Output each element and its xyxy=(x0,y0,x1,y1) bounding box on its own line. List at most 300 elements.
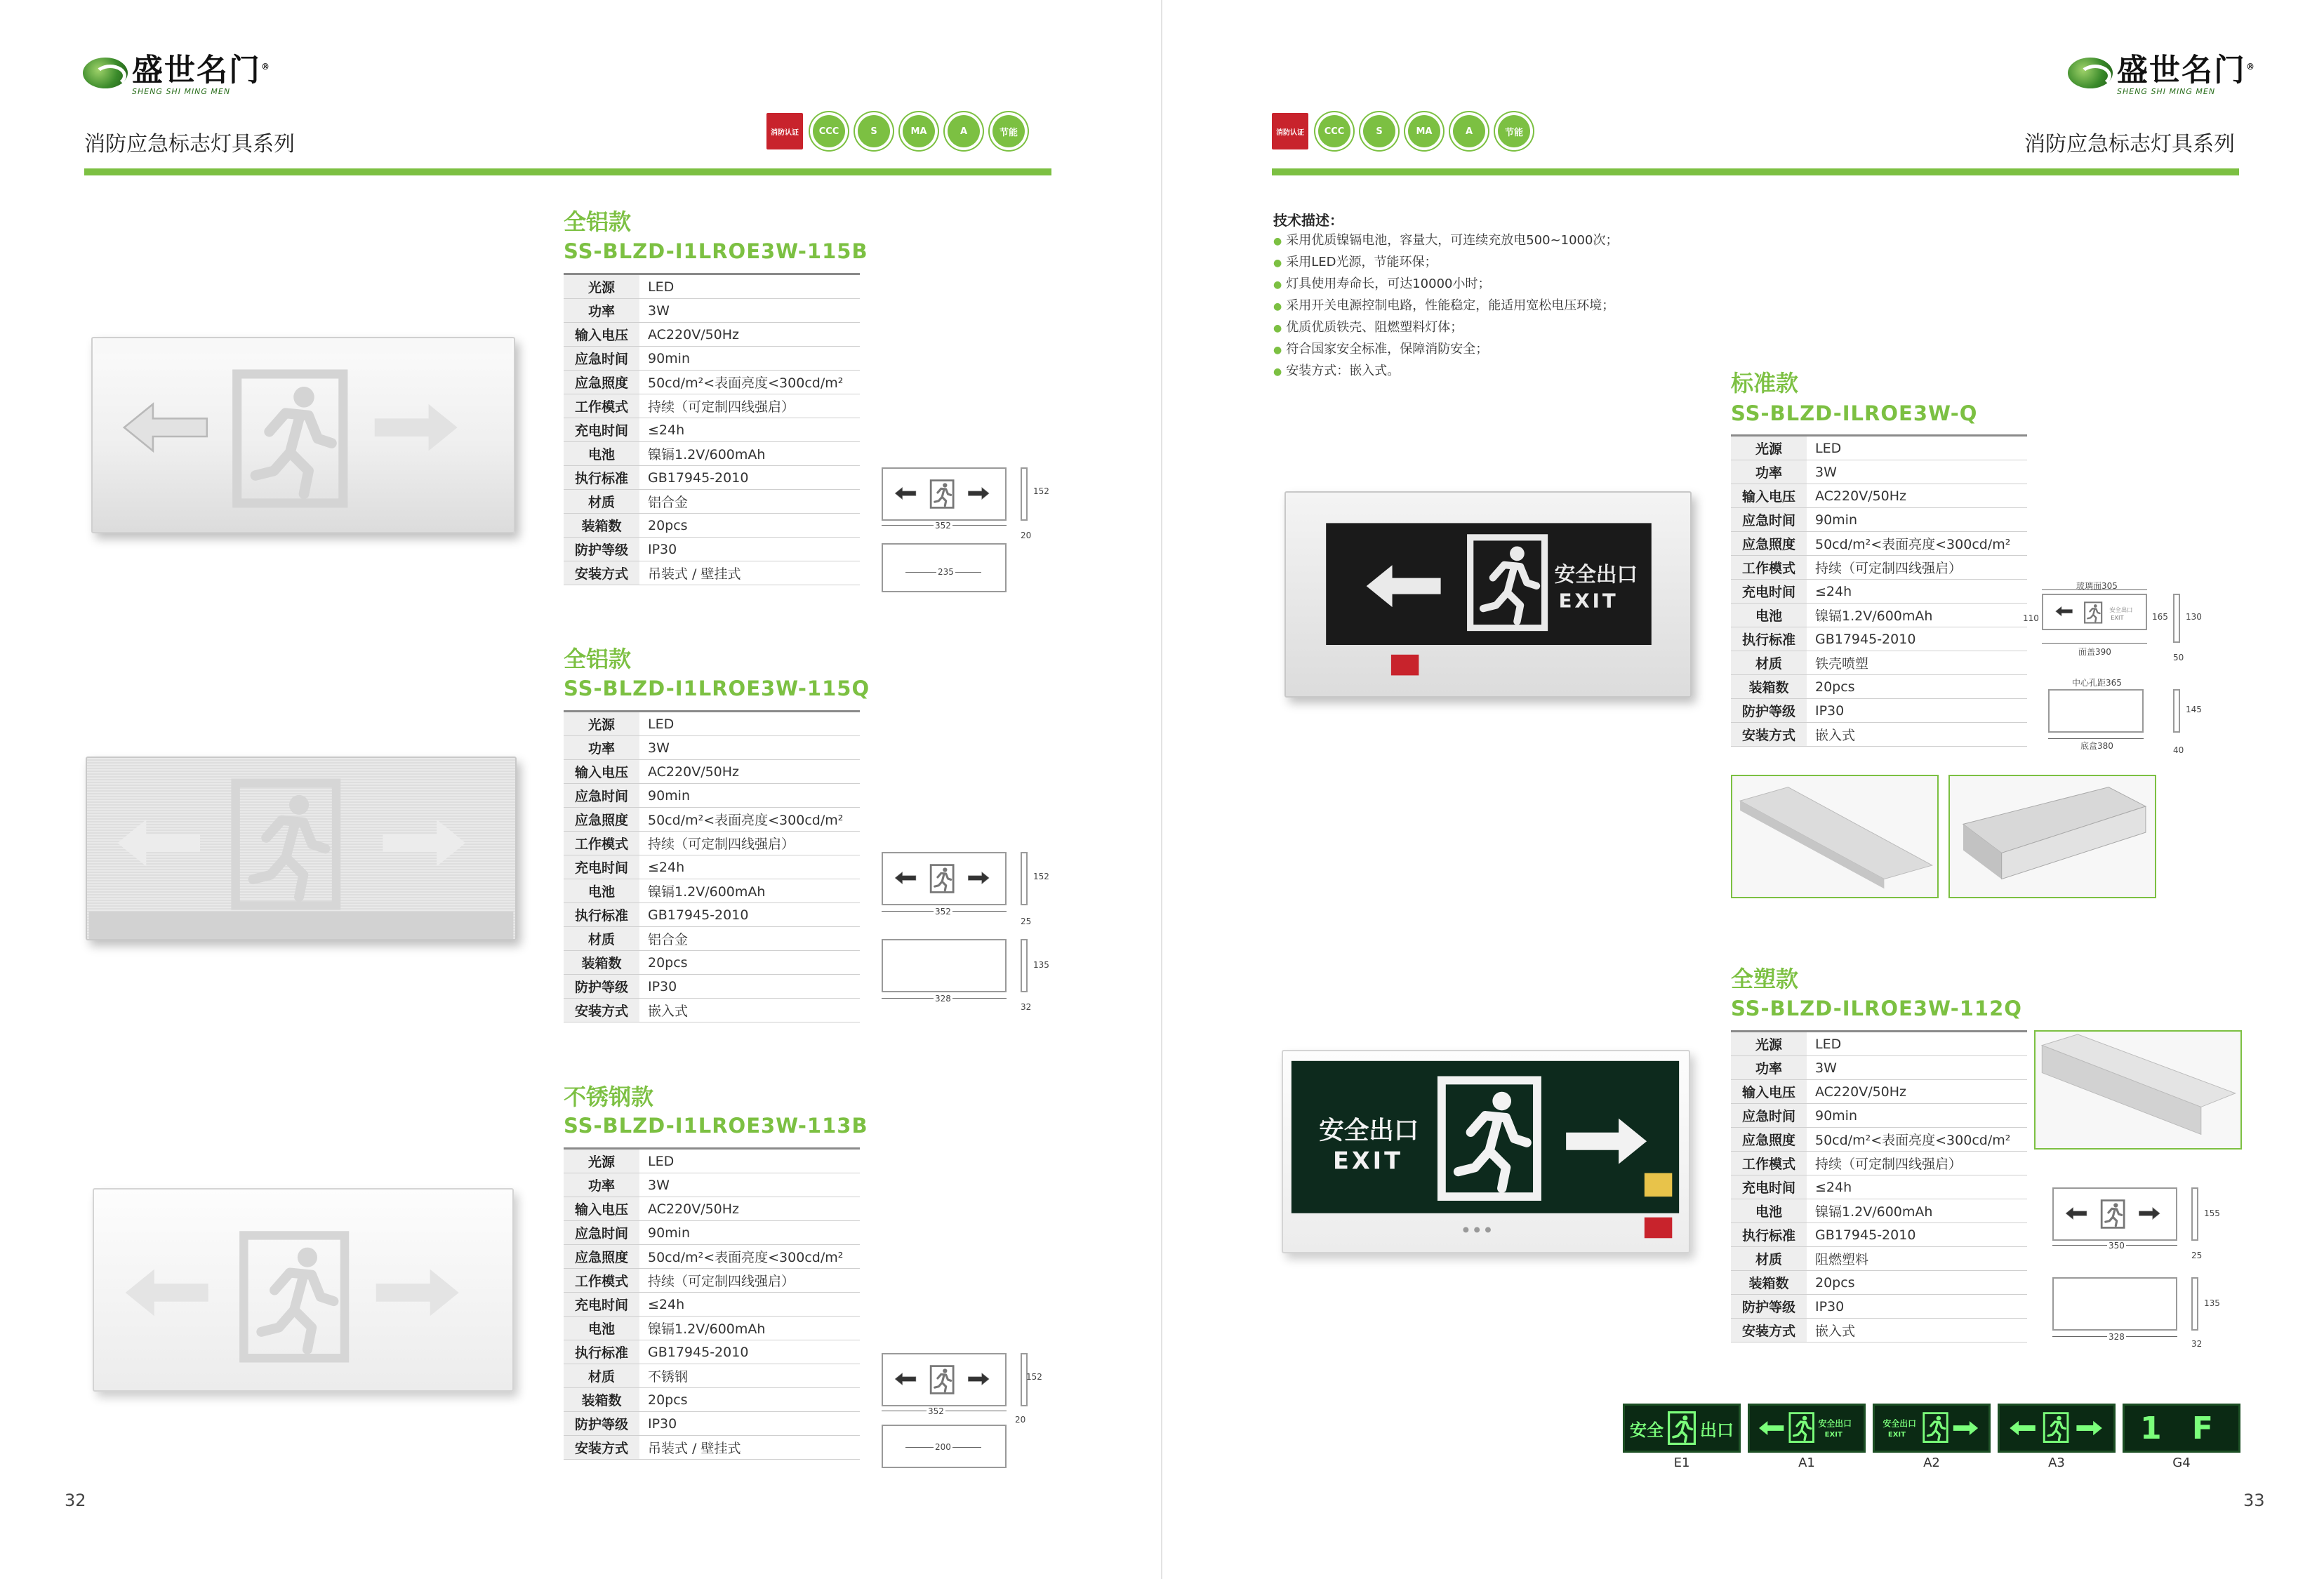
spec-value: LED xyxy=(1807,436,2027,460)
spec-row xyxy=(564,1149,860,1173)
fire-cert-icon: 消防认证 xyxy=(1272,113,1308,149)
spec-row xyxy=(564,466,860,490)
spec-row xyxy=(1731,699,2027,723)
brand-name-en: SHENG SHI MING MEN xyxy=(132,86,231,96)
spec-value: AC220V/50Hz xyxy=(639,323,860,347)
spec-row xyxy=(1731,627,2027,651)
spec-row xyxy=(564,442,860,466)
logo-swirl-icon xyxy=(2068,52,2117,94)
spec-key: 材质 xyxy=(564,1364,639,1388)
spec-row xyxy=(564,832,860,855)
spec-value: ≤24h xyxy=(1807,580,2027,604)
spec-value: 镍镉1.2V/600mAh xyxy=(1807,1199,2027,1223)
spec-key: 充电时间 xyxy=(1731,1175,1807,1199)
spec-key: 应急时间 xyxy=(564,784,639,808)
a-cert-icon: A xyxy=(1450,112,1488,150)
spec-value: 20pcs xyxy=(1807,675,2027,699)
spec-key: 功率 xyxy=(1731,1056,1807,1080)
exit-sign-graphic xyxy=(93,338,514,532)
spec-key: 充电时间 xyxy=(564,418,639,442)
spec-value: 吊装式 / 壁挂式 xyxy=(639,561,860,585)
spec-value: 阻燃塑料 xyxy=(1807,1247,2027,1271)
ccc-cert-icon: CCC xyxy=(1315,112,1353,150)
panel-text-en: EXIT xyxy=(1824,1430,1842,1439)
spec-value: 吊装式 / 壁挂式 xyxy=(639,1436,860,1460)
spec-key: 电池 xyxy=(1731,1199,1807,1223)
spec-table xyxy=(564,710,860,1022)
spec-key: 应急照度 xyxy=(564,808,639,832)
spec-row xyxy=(1731,1128,2027,1152)
spec-row xyxy=(1731,508,2027,532)
dimension-drawing-box xyxy=(882,939,1007,992)
spec-key: 应急时间 xyxy=(1731,1104,1807,1128)
spec-row xyxy=(564,514,860,538)
runner-icon xyxy=(1668,1411,1696,1445)
spec-value: 90min xyxy=(639,347,860,371)
tech-list xyxy=(1273,230,1618,382)
ccc-cert-icon: CCC xyxy=(810,112,848,150)
sign-photo-q xyxy=(1284,491,1692,698)
energy-cert-icon: 节能 xyxy=(990,112,1028,150)
spec-key: 防护等级 xyxy=(1731,1295,1807,1319)
certification-badges xyxy=(1272,112,1533,150)
spec-row xyxy=(564,1221,860,1245)
dimension-drawing-front xyxy=(882,852,1007,905)
registered-mark: ® xyxy=(2246,62,2256,72)
spec-value: 嵌入式 xyxy=(1807,723,2027,747)
spec-key: 防护等级 xyxy=(564,538,639,561)
dim-base: 底盒380 xyxy=(2080,741,2113,751)
spec-key: 功率 xyxy=(1731,460,1807,484)
spec-value: 持续（可定制四线强启） xyxy=(639,1269,860,1293)
sign-text-en: EXIT xyxy=(1333,1147,1403,1175)
spec-key: 安装方式 xyxy=(1731,1319,1807,1343)
dimension-drawing-side xyxy=(2173,594,2180,643)
spec-key: 应急照度 xyxy=(1731,1128,1807,1152)
dim-depth: 25 xyxy=(1021,917,1032,926)
spec-key: 应急时间 xyxy=(1731,508,1807,532)
spec-value: 20pcs xyxy=(639,514,860,538)
s-cert-icon: S xyxy=(1360,112,1398,150)
dimension-drawing-box-side xyxy=(2173,689,2180,733)
dim-h4: 145 xyxy=(2186,705,2202,714)
spec-row xyxy=(564,1388,860,1412)
spec-value: 铝合金 xyxy=(639,490,860,514)
spec-row xyxy=(1731,675,2027,699)
spec-value: 铁壳喷塑 xyxy=(1807,651,2027,675)
spec-key: 装箱数 xyxy=(1731,1271,1807,1295)
spec-value: 镍镉1.2V/600mAh xyxy=(639,442,860,466)
product-model: SS-BLZD-ILROE3W-112Q xyxy=(1731,997,2022,1020)
product-title: 全塑款 xyxy=(1731,966,1799,992)
spec-key: 执行标准 xyxy=(1731,627,1807,651)
spec-value: 20pcs xyxy=(1807,1271,2027,1295)
spec-row xyxy=(1731,1104,2027,1128)
spec-row xyxy=(1731,532,2027,556)
registered-mark: ® xyxy=(261,62,271,72)
spec-row xyxy=(1731,1152,2027,1175)
drawing-sign-outline xyxy=(2043,595,2146,629)
spec-row xyxy=(564,784,860,808)
spec-key: 执行标准 xyxy=(564,1340,639,1364)
spec-row xyxy=(1731,1080,2027,1104)
spec-row xyxy=(564,323,860,347)
spec-key: 执行标准 xyxy=(564,903,639,927)
spec-row xyxy=(564,1245,860,1269)
spec-row xyxy=(564,561,860,585)
brand-logo xyxy=(2068,51,2256,96)
dim-box-width: 328 xyxy=(935,994,951,1004)
spec-value: 90min xyxy=(639,1221,860,1245)
dim-depth: 20 xyxy=(1015,1415,1026,1425)
right-exit-panel-icon xyxy=(1875,1406,1988,1451)
series-title: 消防应急标志灯具系列 xyxy=(84,132,295,156)
spec-key: 装箱数 xyxy=(564,1388,639,1412)
spec-value: AC220V/50Hz xyxy=(1807,484,2027,508)
spec-value: 3W xyxy=(1807,1056,2027,1080)
dim-mount: 235 xyxy=(938,567,954,577)
dim-depth: 25 xyxy=(2191,1251,2203,1260)
spec-value: ≤24h xyxy=(639,1293,860,1317)
ma-cert-icon: MA xyxy=(900,112,938,150)
sign-text-cn: 安全出口 xyxy=(1554,562,1638,587)
spec-value: IP30 xyxy=(639,538,860,561)
panel-a1 xyxy=(1748,1404,1866,1453)
dimension-drawing-side xyxy=(1021,467,1028,521)
spec-key: 材质 xyxy=(1731,1247,1807,1271)
spec-row xyxy=(564,490,860,514)
spec-value: 90min xyxy=(639,784,860,808)
spec-key: 执行标准 xyxy=(564,466,639,490)
spec-row xyxy=(564,1340,860,1364)
spec-value: 90min xyxy=(1807,508,2027,532)
spec-key: 防护等级 xyxy=(1731,699,1807,723)
brand-name-en: SHENG SHI MING MEN xyxy=(2117,86,2216,96)
spec-value: 持续（可定制四线强启） xyxy=(639,394,860,418)
spec-row xyxy=(564,951,860,975)
spec-row xyxy=(564,879,860,903)
spec-row xyxy=(564,927,860,951)
drawing-sign-outline xyxy=(883,853,1005,904)
dim-depth: 20 xyxy=(1021,531,1032,540)
dim-width: 352 xyxy=(928,1406,944,1416)
tech-point: ● 优质优质铁壳、阻燃塑料灯体； xyxy=(1273,317,1618,339)
spec-row xyxy=(564,1173,860,1197)
product-model: SS-BLZD-I1LROE3W-115B xyxy=(564,239,868,263)
dimension-drawing-front xyxy=(882,1353,1007,1406)
spec-key: 输入电压 xyxy=(1731,484,1807,508)
spec-key: 安装方式 xyxy=(1731,723,1807,747)
dimension-drawing-front xyxy=(2042,594,2147,630)
spec-row xyxy=(564,299,860,323)
spec-row xyxy=(564,347,860,371)
spec-key: 光源 xyxy=(564,1149,639,1173)
dim-width: 352 xyxy=(935,521,951,531)
spec-key: 材质 xyxy=(1731,651,1807,675)
spec-key: 光源 xyxy=(564,712,639,736)
spec-row xyxy=(564,712,860,736)
panel-g4: 1 F xyxy=(2123,1404,2240,1453)
spec-row xyxy=(1731,723,2027,747)
spec-value: LED xyxy=(639,1149,860,1173)
spec-value: 持续（可定制四线强启） xyxy=(1807,1152,2027,1175)
spec-row xyxy=(564,903,860,927)
spec-value: 嵌入式 xyxy=(1807,1319,2027,1343)
spec-key: 安装方式 xyxy=(564,1436,639,1460)
spec-table xyxy=(1731,1030,2027,1343)
spec-value: 3W xyxy=(639,736,860,760)
spec-value: LED xyxy=(639,274,860,299)
right-page xyxy=(1162,0,2323,1579)
spec-row xyxy=(1731,484,2027,508)
dimension-drawing-box xyxy=(2052,1277,2177,1331)
spec-value: 持续（可定制四线强启） xyxy=(1807,556,2027,580)
double-arrow-exit-icon xyxy=(2000,1406,2113,1451)
spec-key: 执行标准 xyxy=(1731,1223,1807,1247)
spec-key: 安装方式 xyxy=(564,561,639,585)
spec-key: 电池 xyxy=(564,442,639,466)
exit-sign-graphic xyxy=(1283,1051,1689,1252)
dim-box-width: 328 xyxy=(2109,1332,2125,1342)
dim-d1: 50 xyxy=(2173,653,2184,662)
spec-key: 工作模式 xyxy=(1731,1152,1807,1175)
spec-key: 充电时间 xyxy=(564,855,639,879)
spec-row xyxy=(564,371,860,394)
dim-h3: 130 xyxy=(2186,612,2202,622)
sign-text-en: EXIT xyxy=(1558,589,1619,613)
sign-photo-115b xyxy=(91,337,515,533)
spec-row xyxy=(564,1197,860,1221)
spec-key: 材质 xyxy=(564,490,639,514)
sign-photo-112q xyxy=(1282,1050,1690,1253)
dim-glass: 玻璃面305 xyxy=(2076,581,2118,591)
dim-h1: 110 xyxy=(2023,613,2039,623)
spec-row xyxy=(1731,1319,2027,1343)
dimension-drawing-box-side xyxy=(1021,939,1028,992)
sign-photo-115q xyxy=(86,757,517,940)
spec-key: 光源 xyxy=(564,274,639,299)
product-model: SS-BLZD-I1LROE3W-113B xyxy=(564,1114,868,1138)
exit-sign-graphic xyxy=(94,1190,512,1390)
spec-key: 功率 xyxy=(564,299,639,323)
spec-value: IP30 xyxy=(639,975,860,999)
spec-key: 充电时间 xyxy=(564,1293,639,1317)
panel-text-cn: 安全出口 xyxy=(1818,1418,1852,1429)
spec-row xyxy=(564,1293,860,1317)
svg-text:EXIT: EXIT xyxy=(2111,614,2124,622)
spec-value: AC220V/50Hz xyxy=(639,1197,860,1221)
spec-row xyxy=(564,1412,860,1436)
spec-value: GB17945-2010 xyxy=(639,1340,860,1364)
dim-box-depth: 32 xyxy=(1021,1002,1032,1012)
spec-value: 90min xyxy=(1807,1104,2027,1128)
page-number: 32 xyxy=(65,1491,86,1510)
spec-row xyxy=(1731,651,2027,675)
spec-key: 应急时间 xyxy=(564,1221,639,1245)
panel-label: G4 xyxy=(2172,1455,2191,1470)
spec-row xyxy=(1731,604,2027,627)
left-page xyxy=(0,0,1161,1579)
drawing-sign-outline xyxy=(883,469,1005,519)
panel-label: E1 xyxy=(1673,1455,1690,1470)
dim-height: 152 xyxy=(1033,486,1049,496)
dim-hole: 中心孔距365 xyxy=(2072,678,2122,688)
spec-row xyxy=(1731,460,2027,484)
spec-table xyxy=(1731,434,2027,747)
product-title: 全铝款 xyxy=(564,646,632,672)
spec-row xyxy=(1731,1295,2027,1319)
dimension-drawing-front xyxy=(2052,1187,2177,1241)
spec-value: 50cd/m²<表面亮度<300cd/m² xyxy=(639,808,860,832)
dimension-drawing-box-side xyxy=(2191,1277,2198,1331)
detail-photo-housing xyxy=(1731,775,1939,898)
spec-row xyxy=(564,975,860,999)
detail-photo-housing xyxy=(2034,1030,2242,1150)
brand-name-cn: 盛世名门 xyxy=(2117,52,2246,88)
dim-height: 155 xyxy=(2204,1208,2220,1218)
product-title: 全铝款 xyxy=(564,208,632,235)
spec-row xyxy=(564,274,860,299)
spec-key: 装箱数 xyxy=(1731,675,1807,699)
tech-point: ● 采用优质镍镉电池，容量大，可连续充放电500~1000次； xyxy=(1273,230,1618,252)
spec-value: LED xyxy=(639,712,860,736)
spec-value: IP30 xyxy=(639,1412,860,1436)
spec-value: GB17945-2010 xyxy=(1807,1223,2027,1247)
box-render xyxy=(1950,776,2155,897)
spec-key: 防护等级 xyxy=(564,1412,639,1436)
tech-point: ● 安装方式：嵌入式。 xyxy=(1273,361,1618,382)
spec-value: ≤24h xyxy=(639,855,860,879)
panel-label: A3 xyxy=(2048,1455,2065,1470)
spec-value: 3W xyxy=(639,299,860,323)
exit-sign-graphic xyxy=(1286,493,1690,696)
detail-photo-box xyxy=(1948,775,2156,898)
header-green-bar xyxy=(1272,168,2239,175)
left-exit-panel-icon xyxy=(1750,1406,1864,1451)
spec-key: 安装方式 xyxy=(564,999,639,1022)
spec-key: 材质 xyxy=(564,927,639,951)
product-model: SS-BLZD-I1LROE3W-115Q xyxy=(564,677,870,700)
spec-row xyxy=(564,538,860,561)
spec-value: 镍镉1.2V/600mAh xyxy=(639,879,860,903)
dim-h2: 165 xyxy=(2152,612,2168,622)
dim-line xyxy=(2042,589,2147,590)
certification-badges xyxy=(766,112,1028,150)
page-number: 33 xyxy=(2243,1491,2265,1510)
spec-key: 防护等级 xyxy=(564,975,639,999)
s-cert-icon: S xyxy=(855,112,893,150)
spec-value: GB17945-2010 xyxy=(639,903,860,927)
dim-height: 152 xyxy=(1033,872,1049,881)
dimension-drawing-front xyxy=(882,467,1007,521)
svg-text:安全出口: 安全出口 xyxy=(2109,606,2133,613)
spec-key: 工作模式 xyxy=(564,394,639,418)
product-title: 标准款 xyxy=(1731,370,1799,397)
spec-key: 装箱数 xyxy=(564,951,639,975)
spec-key: 应急时间 xyxy=(564,347,639,371)
panel-label: A2 xyxy=(1923,1455,1940,1470)
tech-title: 技术描述： xyxy=(1273,212,1343,229)
spec-value: IP30 xyxy=(1807,1295,2027,1319)
spec-row xyxy=(564,999,860,1022)
panel-e1 xyxy=(1623,1404,1741,1453)
spec-value: 50cd/m²<表面亮度<300cd/m² xyxy=(1807,532,2027,556)
spec-value: AC220V/50Hz xyxy=(639,760,860,784)
spec-row xyxy=(564,1436,860,1460)
panel-a3 xyxy=(1998,1404,2116,1453)
housing-render xyxy=(2036,1032,2240,1148)
housing-render xyxy=(1732,776,1937,897)
brand-logo xyxy=(83,51,271,96)
spec-value: AC220V/50Hz xyxy=(1807,1080,2027,1104)
dim-line xyxy=(2048,738,2144,739)
sign-photo-113b xyxy=(93,1188,514,1392)
dimension-drawing-side xyxy=(2191,1187,2198,1241)
spec-value: 20pcs xyxy=(639,951,860,975)
spec-row xyxy=(1731,1199,2027,1223)
spec-row xyxy=(1731,1032,2027,1056)
spec-key: 功率 xyxy=(564,736,639,760)
energy-cert-icon: 节能 xyxy=(1495,112,1533,150)
dim-box-depth: 32 xyxy=(2191,1339,2203,1349)
spec-row xyxy=(1731,1056,2027,1080)
brand-name-cn: 盛世名门 xyxy=(132,52,261,88)
dimension-drawing-side xyxy=(1021,852,1028,905)
panel-label: A1 xyxy=(1798,1455,1815,1470)
ma-cert-icon: MA xyxy=(1405,112,1443,150)
spec-row xyxy=(1731,1175,2027,1199)
spec-key: 功率 xyxy=(564,1173,639,1197)
spec-row xyxy=(564,1364,860,1388)
panel-text-right: 出口 xyxy=(1700,1420,1734,1440)
spec-row xyxy=(564,1269,860,1293)
spec-value: 20pcs xyxy=(639,1388,860,1412)
dim-line xyxy=(2042,643,2147,644)
spec-row xyxy=(564,736,860,760)
tech-point: ● 符合国家安全标准，保障消防安全； xyxy=(1273,339,1618,361)
dimension-drawing-box xyxy=(2048,689,2144,733)
tech-point: ● 采用LED光源，节能环保； xyxy=(1273,252,1618,274)
spec-row xyxy=(1731,1271,2027,1295)
spec-key: 输入电压 xyxy=(564,323,639,347)
spec-key: 电池 xyxy=(564,879,639,903)
spec-key: 输入电压 xyxy=(1731,1080,1807,1104)
spec-key: 工作模式 xyxy=(1731,556,1807,580)
spec-row xyxy=(564,418,860,442)
spec-key: 充电时间 xyxy=(1731,580,1807,604)
spec-key: 装箱数 xyxy=(564,514,639,538)
spec-value: 铝合金 xyxy=(639,927,860,951)
spec-value: 50cd/m²<表面亮度<300cd/m² xyxy=(1807,1128,2027,1152)
panel-text-en: EXIT xyxy=(1887,1430,1906,1439)
a-cert-icon: A xyxy=(945,112,983,150)
tech-point: ● 采用开关电源控制电路，性能稳定，能适用宽松电压环境； xyxy=(1273,295,1618,317)
spec-key: 应急照度 xyxy=(1731,532,1807,556)
dim-box-height: 135 xyxy=(1033,960,1049,970)
spec-value: 3W xyxy=(1807,460,2027,484)
dim-mount: 200 xyxy=(935,1442,951,1452)
spec-table xyxy=(564,1147,860,1460)
spec-key: 电池 xyxy=(1731,604,1807,627)
spec-row xyxy=(1731,1223,2027,1247)
tech-point: ● 灯具使用寿命长，可达10000小时； xyxy=(1273,274,1618,295)
dim-width: 352 xyxy=(935,907,951,917)
spec-key: 光源 xyxy=(1731,1032,1807,1056)
panel-text-cn: 安全出口 xyxy=(1883,1418,1917,1429)
logo-swirl-icon xyxy=(83,52,132,94)
dim-face: 面盖390 xyxy=(2078,647,2111,657)
dim-width: 350 xyxy=(2109,1241,2125,1251)
